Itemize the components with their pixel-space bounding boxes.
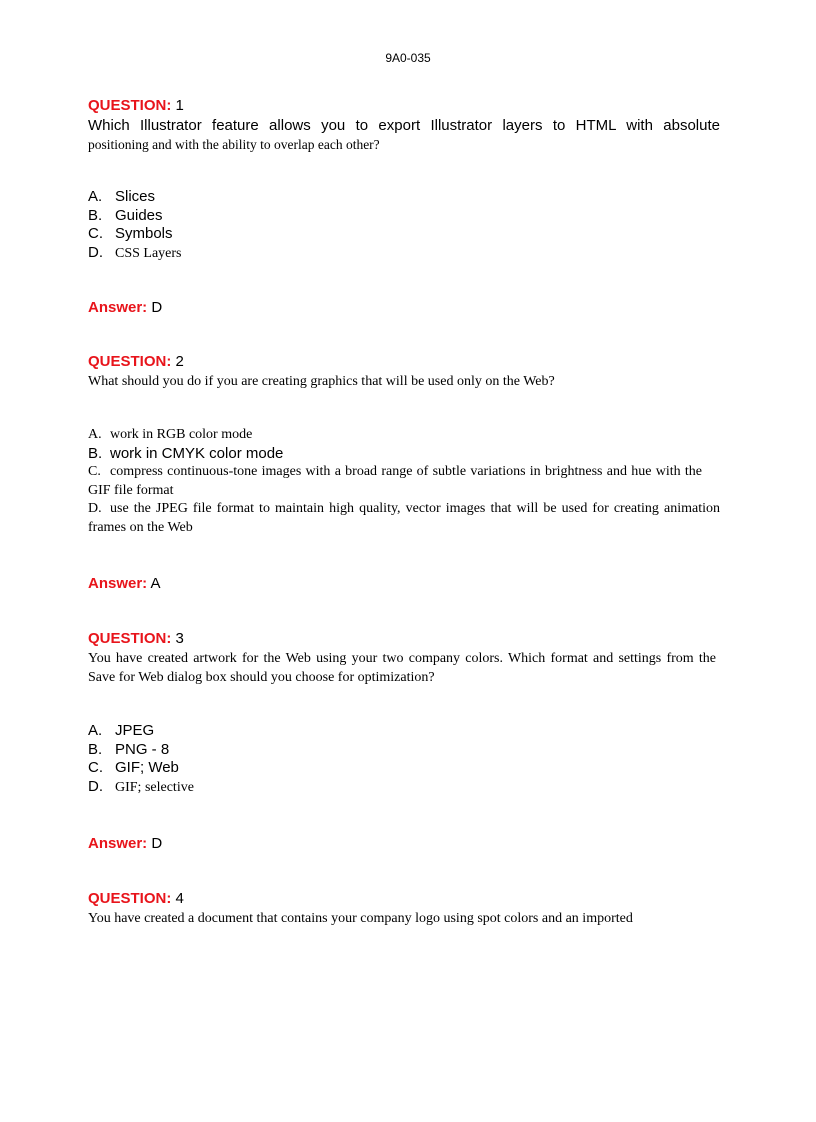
question-1-heading — [88, 96, 720, 116]
question-1-options — [88, 188, 720, 263]
option-c: C. compress continuous-tone images with a broad range of subtle variations in brightness and hue with the GIF file format — [88, 464, 702, 498]
document-code-header: 9A0-035 — [385, 51, 431, 65]
question-4-text: You have created a document that contains your company logo using spot colors and an imported — [88, 911, 633, 926]
question-2-heading: QUESTION: 2 — [88, 353, 184, 370]
option-c: C. GIF; Web — [88, 759, 179, 776]
question-4 — [88, 889, 720, 928]
option-a: A. work in RGB color mode — [88, 427, 253, 442]
question-1 — [88, 96, 720, 318]
option-c: C. Symbols — [88, 225, 173, 242]
option-b: B. Guides — [88, 206, 163, 224]
question-4-heading: QUESTION: 4 — [88, 890, 184, 907]
question-2 — [88, 352, 720, 594]
answer-3: Answer: D — [88, 835, 163, 852]
question-label: QUESTION: — [88, 97, 172, 114]
question-2-options — [88, 426, 720, 537]
option-b: B. work in CMYK color mode — [88, 444, 284, 462]
answer-1: Answer: D — [88, 299, 163, 316]
question-3-heading: QUESTION: 3 — [88, 630, 184, 647]
question-1-text-line2: positioning and with the ability to overlap each other? — [88, 137, 380, 152]
option-a: A. Slices — [88, 188, 156, 205]
question-3-text: You have created artwork for the Web using your two company colors. Which format and settings from the Save for Web dialog box should you choose for optimization? — [88, 651, 716, 685]
question-3-options — [88, 722, 720, 797]
question-number: 1 — [175, 97, 184, 114]
answer-value: D — [151, 299, 163, 316]
option-d: D. CSS Layers — [88, 243, 182, 261]
option-d: D. use the JPEG file format to maintain high quality, vector images that will be used for creating animation frames on the Web — [88, 501, 720, 535]
exam-page — [88, 96, 720, 928]
answer-2: Answer: A — [88, 575, 161, 592]
option-b: B. PNG - 8 — [88, 740, 170, 758]
question-3 — [88, 629, 720, 854]
question-2-text: What should you do if you are creating graphics that will be used only on the Web? — [88, 374, 555, 389]
option-a: A. JPEG — [88, 722, 155, 739]
question-1-text-line1: Which Illustrator feature allows you to export Illustrator layers to HTML with absolute — [88, 117, 720, 134]
option-d: D. GIF; selective — [88, 777, 194, 795]
